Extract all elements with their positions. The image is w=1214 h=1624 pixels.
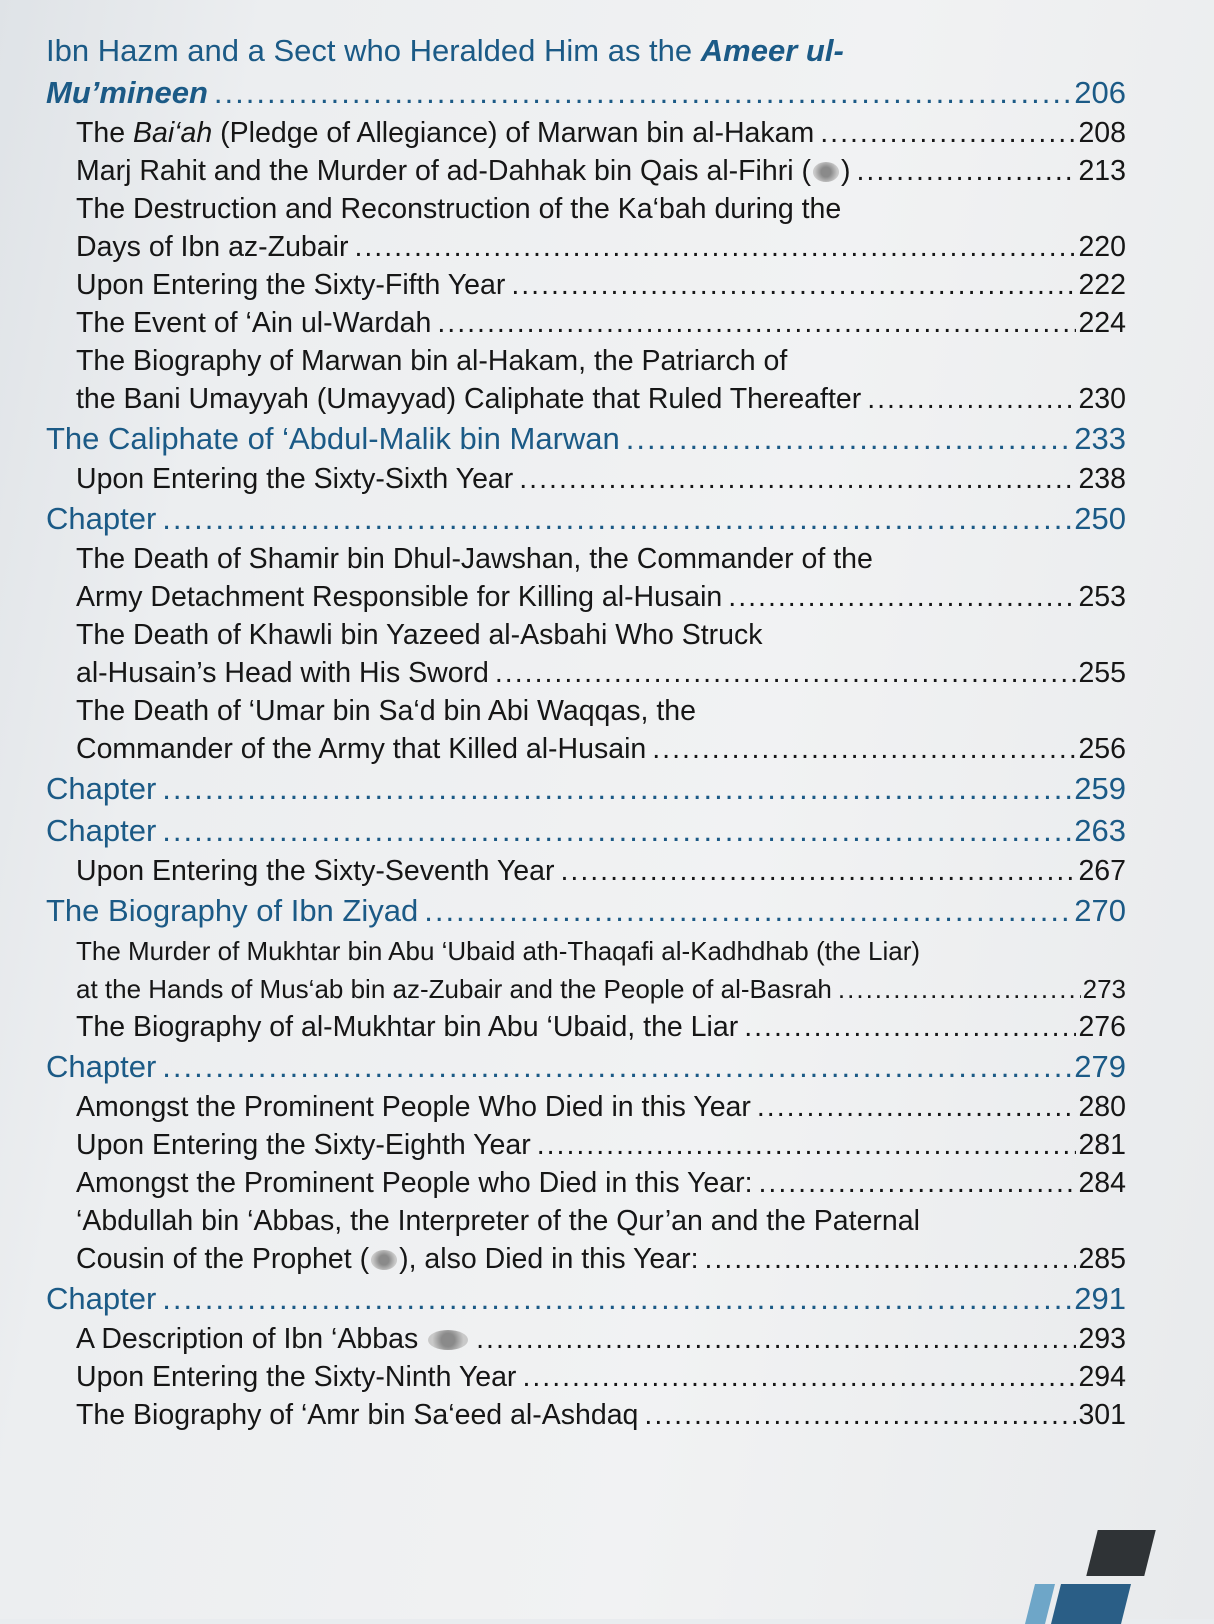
page-number: 230 [1078, 383, 1126, 415]
table-of-contents [46, 30, 1126, 1434]
page-number: 263 [1074, 813, 1126, 848]
toc-entry-ibn-hazm[interactable]: Ibn Hazm and a Sect who Heralded Him as the Ameer ul- Mu’mineen ..... 206 [46, 30, 1126, 114]
page-number: 267 [1078, 855, 1126, 887]
toc-entry[interactable]: The Death of Shamir bin Dhul-Jawshan, the Commander of the Army Detachment Responsible for Killing al-Husain ..... 253 [46, 540, 1126, 616]
page-number: 220 [1078, 231, 1126, 263]
toc-entry-kabah[interactable]: The Destruction and Reconstruction of the Ka‘bah during the Days of Ibn az-Zubair ..... 220 [46, 190, 1126, 266]
toc-entry[interactable]: The Event of ‘Ain ul-Wardah ..... 224 [46, 304, 1126, 342]
salutation-icon [428, 1330, 468, 1350]
toc-entry[interactable]: Amongst the Prominent People Who Died in this Year ..... 280 [46, 1088, 1126, 1126]
page-number: 253 [1078, 581, 1126, 613]
corner-decoration [1025, 1584, 1055, 1624]
toc-entry-chapter[interactable]: Chapter ..... 250 [46, 498, 1126, 540]
toc-entry-chapter[interactable]: Chapter ..... 291 [46, 1278, 1126, 1320]
page-number: 301 [1078, 1399, 1126, 1431]
toc-entry[interactable]: A Description of Ibn ‘Abbas ..... 293 [46, 1320, 1126, 1358]
toc-entry[interactable]: The Death of Khawli bin Yazeed al-Asbahi Who Struck al-Husain’s Head with His Sword ..... 255 [46, 616, 1126, 692]
toc-entry[interactable]: The Biography of Ibn Ziyad ..... 270 [46, 890, 1126, 932]
salutation-icon [813, 162, 839, 182]
page-number: 224 [1078, 307, 1126, 339]
page-number: 281 [1078, 1129, 1126, 1161]
page-number: 279 [1074, 1049, 1126, 1084]
page-number: 285 [1078, 1243, 1126, 1275]
toc-entry[interactable]: The Biography of al-Mukhtar bin Abu ‘Ubaid, the Liar ..... 276 [46, 1008, 1126, 1046]
page-number: 259 [1074, 771, 1126, 806]
toc-entry[interactable]: Upon Entering the Sixty-Ninth Year ..... 294 [46, 1358, 1126, 1396]
page-number: 270 [1074, 893, 1126, 928]
toc-entry-abdullah-bin-abbas[interactable]: ‘Abdullah bin ‘Abbas, the Interpreter of the Qur’an and the Paternal Cousin of the Prophet ( ), also Died in this Year: ..... 285 [46, 1202, 1126, 1278]
page-number: 206 [1074, 75, 1126, 110]
toc-entry[interactable]: Upon Entering the Sixty-Seventh Year ..... 267 [46, 852, 1126, 890]
toc-entry[interactable]: The Biography of ‘Amr bin Sa‘eed al-Ashdaq ..... 301 [46, 1396, 1126, 1434]
page-number: 284 [1078, 1167, 1126, 1199]
page-number: 208 [1078, 117, 1126, 149]
page-number: 273 [1082, 974, 1126, 1004]
page-number: 233 [1074, 421, 1126, 456]
page-number: 293 [1078, 1323, 1126, 1355]
salutation-icon [371, 1250, 397, 1270]
page-number: 294 [1078, 1361, 1126, 1393]
toc-entry[interactable]: The Biography of Marwan bin al-Hakam, the Patriarch of the Bani Umayyah (Umayyad) Caliphate that Ruled Thereafter ..... 230 [46, 342, 1126, 418]
corner-decoration [1086, 1530, 1155, 1576]
page-number: 276 [1078, 1011, 1126, 1043]
toc-entry[interactable]: The Murder of Mukhtar bin Abu ‘Ubaid ath-Thaqafi al-Kadhdhab (the Liar) at the Hands of Mus‘ab bin az-Zubair and the People of al-Basrah ..... 273 [46, 932, 1126, 1008]
page-number: 222 [1078, 269, 1126, 301]
toc-entry[interactable]: The Caliphate of ‘Abdul-Malik bin Marwan ..... 233 [46, 418, 1126, 460]
page-number: 250 [1074, 501, 1126, 536]
toc-entry[interactable]: Amongst the Prominent People who Died in this Year: ..... 284 [46, 1164, 1126, 1202]
toc-entry-marj-rahit[interactable]: Marj Rahit and the Murder of ad-Dahhak bin Qais al-Fihri ( ) ..... 213 [46, 152, 1126, 190]
toc-entry[interactable]: Upon Entering the Sixty-Eighth Year ..... 281 [46, 1126, 1126, 1164]
toc-entry-chapter[interactable]: Chapter ..... 259 [46, 768, 1126, 810]
toc-entry[interactable]: Upon Entering the Sixty-Sixth Year ..... 238 [46, 460, 1126, 498]
page-number: 238 [1078, 463, 1126, 495]
corner-decoration [1051, 1584, 1131, 1624]
page-number: 280 [1078, 1091, 1126, 1123]
page-number: 256 [1078, 733, 1126, 765]
page-number: 213 [1078, 155, 1126, 187]
toc-entry-baiah[interactable]: The Bai‘ah (Pledge of Allegiance) of Marwan bin al-Hakam ..... 208 [46, 114, 1126, 152]
toc-entry[interactable]: Upon Entering the Sixty-Fifth Year ..... 222 [46, 266, 1126, 304]
toc-entry-chapter[interactable]: Chapter ..... 279 [46, 1046, 1126, 1088]
toc-entry-chapter[interactable]: Chapter ..... 263 [46, 810, 1126, 852]
page-number: 255 [1078, 657, 1126, 689]
toc-entry[interactable]: The Death of ‘Umar bin Sa‘d bin Abi Waqqas, the Commander of the Army that Killed al-Husain ..... 256 [46, 692, 1126, 768]
page-number: 291 [1074, 1281, 1126, 1316]
